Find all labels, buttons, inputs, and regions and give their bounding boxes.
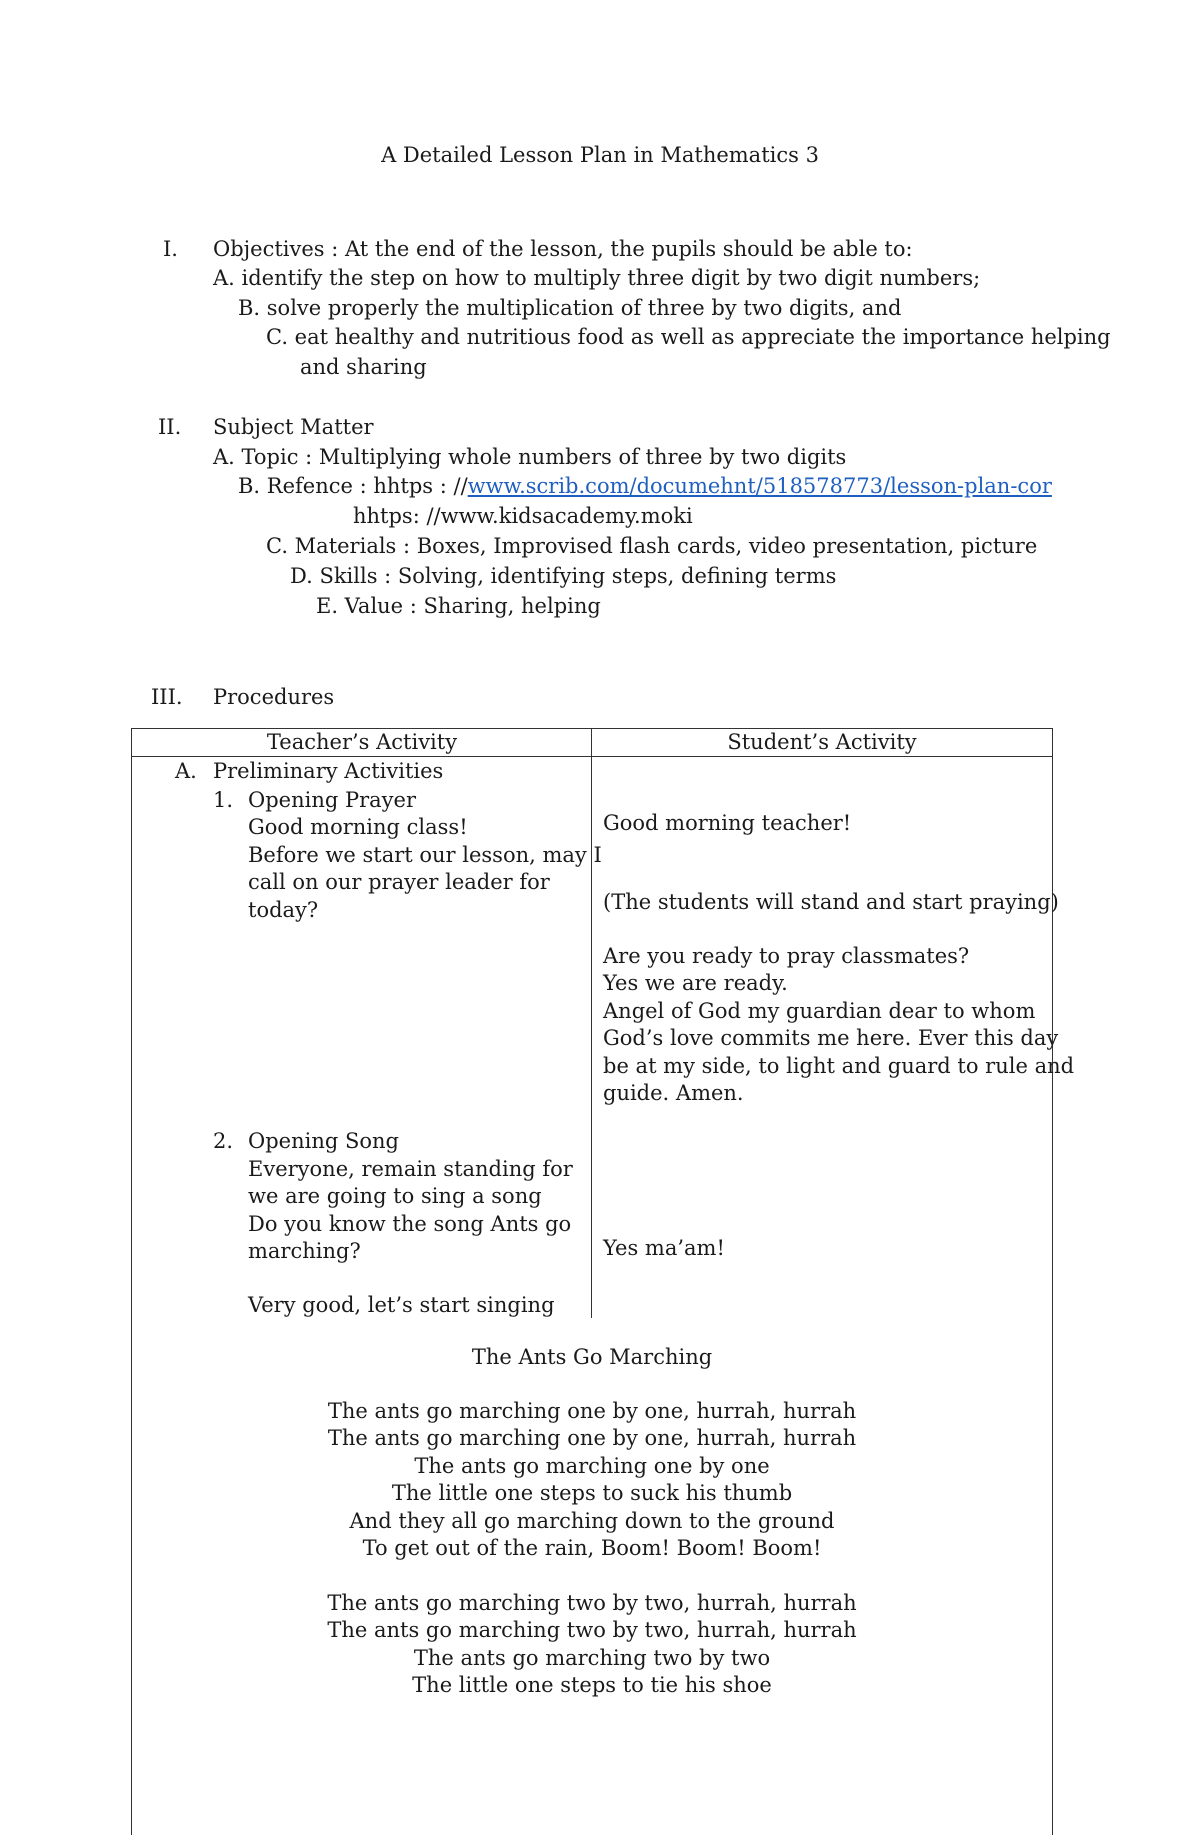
student-line: guide. Amen.: [603, 1081, 744, 1105]
song-number: 2.: [213, 1129, 234, 1153]
student-line: Angel of God my guardian dear to whom: [603, 999, 1036, 1023]
prayer-title: Opening Prayer: [248, 788, 416, 812]
lyric-line: The ants go marching one by one, hurrah, hurrah: [327, 1399, 857, 1423]
student-line: be at my side, to light and guard to rule and: [603, 1054, 1075, 1078]
objective-a: A. identify the step on how to multiply three digit by two digit numbers;: [213, 266, 981, 290]
student-line: Yes ma’am!: [603, 1236, 725, 1260]
lyric-line: The little one steps to tie his shoe: [412, 1673, 772, 1697]
objective-c: C. eat healthy and nutritious food as well as appreciate the importance helping: [266, 325, 1111, 349]
reference-link[interactable]: www.scrib.com/documehnt/518578773/lesson-plan-cor: [467, 474, 1052, 498]
table-middle-border: [591, 728, 592, 1318]
lyric-line: The ants go marching one by one, hurrah, hurrah: [327, 1426, 857, 1450]
teacher-line: Good morning class!: [248, 815, 468, 839]
subject-skills: D. Skills : Solving, identifying steps, defining terms: [290, 564, 837, 588]
student-line: God’s love commits me here. Ever this day: [603, 1026, 1059, 1050]
lyric-line: And they all go marching down to the ground: [349, 1509, 835, 1533]
teacher-line: Everyone, remain standing for: [248, 1157, 573, 1181]
section-number: III.: [151, 685, 183, 709]
teacher-line: Before we start our lesson, may I: [248, 843, 602, 867]
song-heading: Opening Song: [248, 1129, 399, 1153]
student-line: Good morning teacher!: [603, 811, 852, 835]
teacher-activity-header: Teacher’s Activity: [266, 730, 458, 754]
student-line: (The students will stand and start praying): [603, 890, 1059, 914]
reference-prefix: B. Refence : hhtps : //: [238, 474, 468, 498]
lyric-line: The ants go marching two by two: [413, 1646, 771, 1670]
objective-b: B. solve properly the multiplication of three by two digits, and: [238, 296, 902, 320]
subject-reference-2: hhtps: //www.kidsacademy.moki: [353, 504, 693, 528]
teacher-line: Do you know the song Ants go: [248, 1212, 572, 1236]
teacher-line: call on our prayer leader for: [248, 870, 550, 894]
song-title: The Ants Go Marching: [471, 1345, 713, 1369]
procedures-heading: Procedures: [213, 685, 335, 709]
page-title: A Detailed Lesson Plan in Mathematics 3: [381, 143, 819, 167]
lyric-line: The ants go marching two by two, hurrah, hurrah: [327, 1618, 857, 1642]
lyric-line: The ants go marching two by two, hurrah, hurrah: [327, 1591, 857, 1615]
subject-materials: C. Materials : Boxes, Improvised flash cards, video presentation, picture: [266, 534, 1038, 558]
teacher-line: marching?: [248, 1239, 361, 1263]
lyric-line: The little one steps to suck his thumb: [391, 1481, 793, 1505]
lyric-line: To get out of the rain, Boom! Boom! Boom!: [362, 1536, 822, 1560]
objectives-heading: Objectives : At the end of the lesson, the pupils should be able to:: [213, 237, 913, 261]
teacher-line: we are going to sing a song: [248, 1184, 542, 1208]
section-number: II.: [158, 415, 182, 439]
subject-reference: [238, 473, 1052, 500]
subject-topic: A. Topic : Multiplying whole numbers of three by two digits: [213, 445, 847, 469]
prelim-letter: A.: [175, 759, 197, 783]
subject-value: E. Value : Sharing, helping: [316, 594, 601, 618]
section-number: I.: [163, 237, 178, 261]
prayer-number: 1.: [213, 788, 234, 812]
prelim-heading: Preliminary Activities: [213, 759, 444, 783]
objective-c-continued: and sharing: [300, 355, 427, 379]
student-line: Yes we are ready.: [603, 971, 788, 995]
procedures-table-header: [131, 728, 1053, 757]
lyric-line: The ants go marching one by one: [414, 1454, 770, 1478]
student-line: Are you ready to pray classmates?: [603, 944, 970, 968]
student-activity-header: Student’s Activity: [727, 730, 917, 754]
subject-heading: Subject Matter: [213, 415, 374, 439]
teacher-line: Very good, let’s start singing: [248, 1293, 555, 1317]
teacher-line: today?: [248, 898, 319, 922]
